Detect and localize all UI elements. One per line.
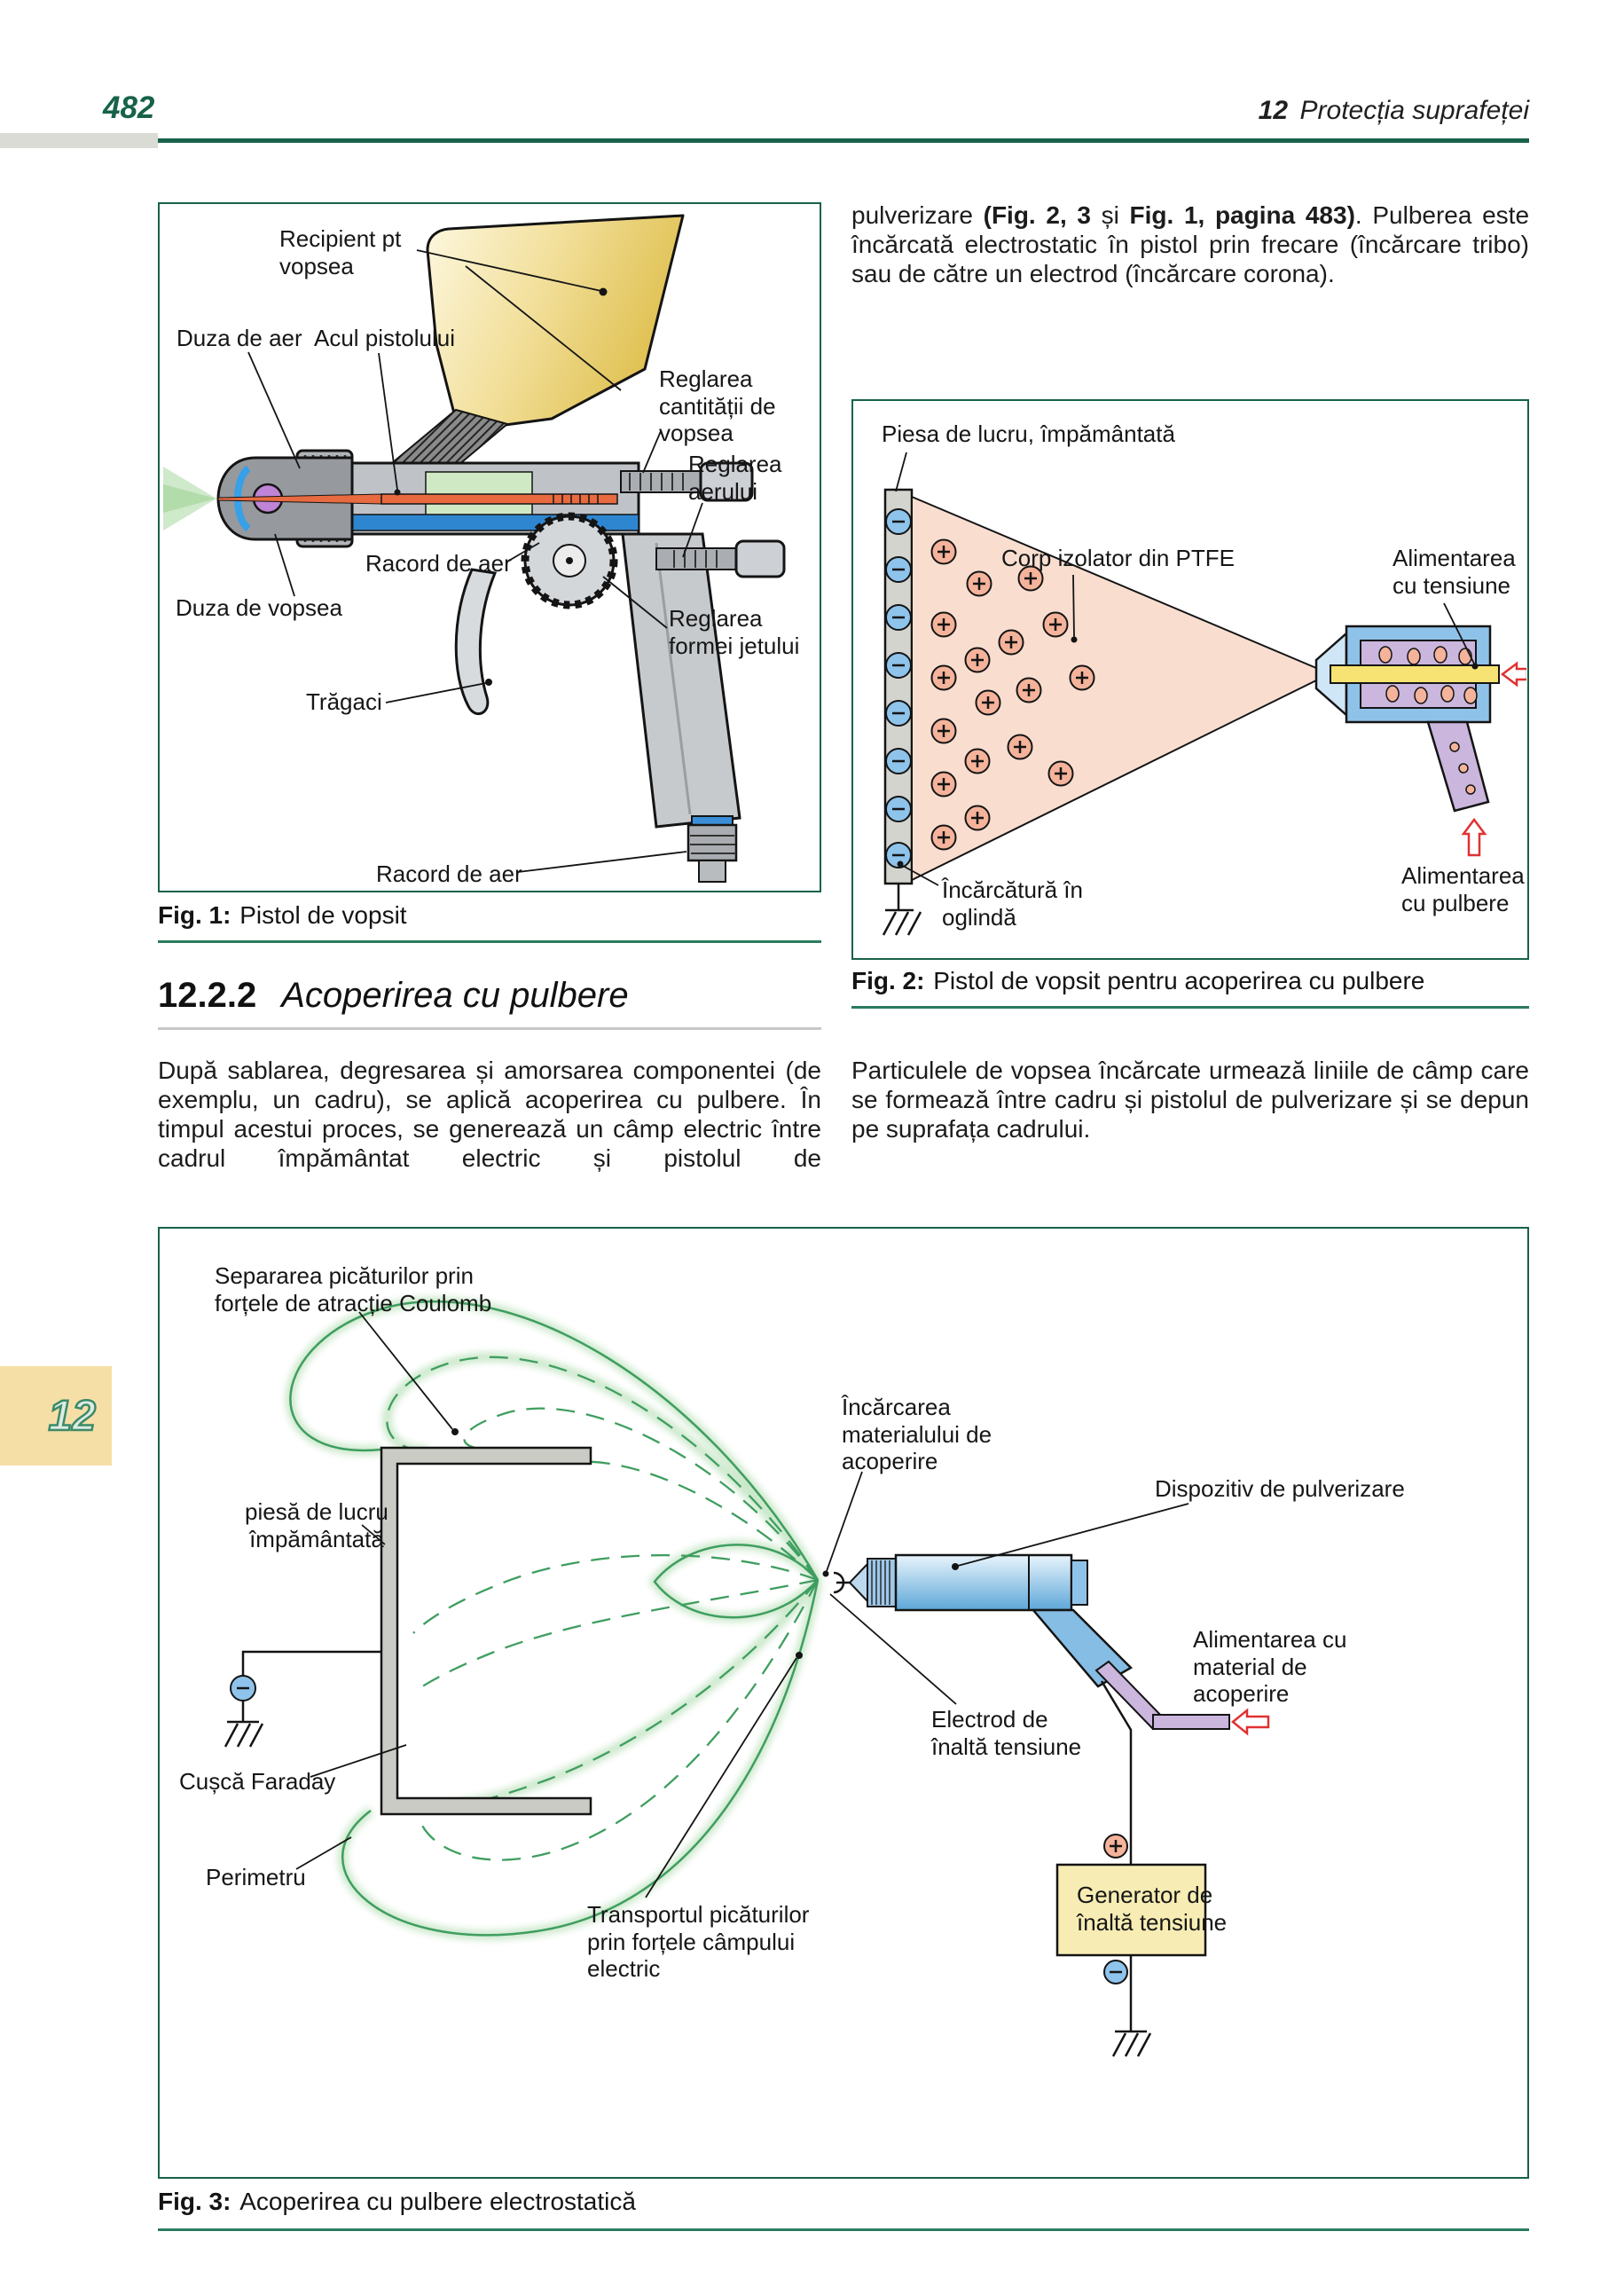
intro-seg: . Pulberea este încărcată electrostatic în pistol prin frecare (încărcare tribo) sau de către un electrod (încărcare corona). [851, 201, 1530, 287]
label-duza-aer: Duza de aer [177, 325, 302, 351]
paragraph-intro [851, 200, 1529, 288]
intro-seg-bold: Fig. 1, pagina 483) [1129, 201, 1355, 229]
caption-label: Fig. 1: [158, 901, 231, 929]
section-number: 12.2.2 [158, 976, 257, 1015]
page-number: 482 [103, 90, 155, 125]
label-tragaci: Trăgaci [306, 688, 382, 715]
section-heading [158, 976, 629, 1016]
workpiece-bracket [381, 1448, 591, 1814]
header-rule [158, 138, 1529, 143]
label-generator: Generator de înaltă tensiune [1077, 1882, 1228, 1936]
figure-1-caption [158, 901, 821, 930]
label-recipient: Recipient pt vopsea [279, 225, 402, 279]
spray-gun-illustration [160, 204, 819, 890]
caption-rule-1 [158, 940, 821, 943]
chapter-title: Protecția suprafeței [1299, 96, 1529, 125]
intro-seg-bold: (Fig. 2, 3 [983, 201, 1091, 229]
label-incarcarea: Încărcarea materialului de acoperire [842, 1394, 992, 1475]
paragraph-right: Particulele de vopsea încărcate urmează liniile de câmp care se formează între cadru și pistolul de pulverizare și se depun pe suprafața cadrului. [851, 1057, 1529, 1143]
label-alimentare-pulbere: Alimentarea cu pulbere [1401, 862, 1525, 916]
label-electrod: Electrod de înaltă tensiune [931, 1706, 1082, 1760]
label-dispozitiv: Dispozitiv de pulverizare [1155, 1475, 1405, 1502]
section-title: Acoperirea cu pulbere [281, 976, 629, 1015]
chapter-side-tab [0, 1366, 112, 1466]
field-lines [290, 1301, 818, 1935]
chapter-header [851, 96, 1529, 126]
label-transportul: Transportul picăturilor prin forțele câmpului electric [587, 1901, 810, 1983]
chapter-number: 12 [1258, 96, 1289, 125]
intro-seg: pulverizare [851, 201, 984, 229]
figure-3-electrostatic-coating [158, 1227, 1529, 2179]
figure-2-powder-gun [851, 399, 1529, 960]
label-piesa-lucru: Piesa de lucru, împământată [882, 420, 1175, 447]
side-tab-number: 12 [48, 1392, 96, 1440]
material-feed-arrow-icon [1233, 1710, 1268, 1733]
trigger [456, 570, 495, 714]
gun-handle [623, 534, 740, 882]
powder-feed-handle [1428, 722, 1488, 811]
intro-seg: și [1090, 201, 1130, 229]
figure-1-spray-gun [158, 202, 821, 892]
label-separarea: Separarea picăturilor prin forțele de atracție Coulomb [215, 1262, 492, 1316]
spray-fan [163, 467, 216, 530]
label-regl-aer: Reglarea aerului [688, 451, 782, 505]
label-regl-jet: Reglarea formei jetului [669, 605, 800, 659]
caption-rule-3 [158, 2228, 1529, 2231]
label-incarcatura: Încărcătură în oglindă [942, 876, 1083, 931]
label-racord-mid: Racord de aer [365, 550, 512, 577]
label-racord-jos: Racord de aer [376, 860, 522, 887]
caption-text: Pistol de vopsit [239, 901, 407, 929]
powder-feed-arrow-icon [1463, 820, 1485, 855]
figure-2-caption [851, 967, 1529, 995]
heading-rule [158, 1027, 821, 1030]
label-duza-vopsea: Duza de vopsea [176, 594, 342, 621]
caption-label: Fig. 3: [158, 2188, 231, 2215]
label-alimentarea-material: Alimentarea cu material de acoperire [1193, 1626, 1347, 1708]
voltage-feed-arrow-icon [1502, 664, 1526, 685]
label-acul: Acul pistolului [314, 325, 455, 351]
caption-label: Fig. 2: [851, 967, 925, 994]
paragraph-left: După sablarea, degresarea și amorsarea componentei (de exemplu, un cadru), se aplică acoperirea cu pulbere. În timpul acestui proces, se generează un câmp electric între cadrul împământat electric și pistolul de [158, 1057, 821, 1172]
spray-device [834, 1555, 1131, 1686]
powder-gun-body [1316, 626, 1499, 811]
label-perimetru: Perimetru [206, 1864, 306, 1890]
label-regl-cant: Reglarea cantității de vopsea [659, 365, 776, 447]
label-cusca-faraday: Cușcă Faraday [179, 1768, 336, 1795]
figure-3-caption [158, 2188, 1529, 2216]
caption-text: Acoperirea cu pulbere electrostatică [239, 2188, 636, 2215]
header-gray-block [0, 133, 158, 148]
caption-text: Pistol de vopsit pentru acoperirea cu pulbere [933, 967, 1425, 994]
paint-cup [428, 216, 683, 426]
caption-rule-2 [851, 1006, 1529, 1009]
label-corp-izolator: Corp izolator din PTFE [1001, 545, 1235, 571]
label-alimentare-tensiune: Alimentarea cu tensiune [1393, 545, 1516, 599]
jet-shape-gear [525, 516, 614, 605]
label-piesa-lucru: piesă de lucru împământată [245, 1498, 388, 1552]
